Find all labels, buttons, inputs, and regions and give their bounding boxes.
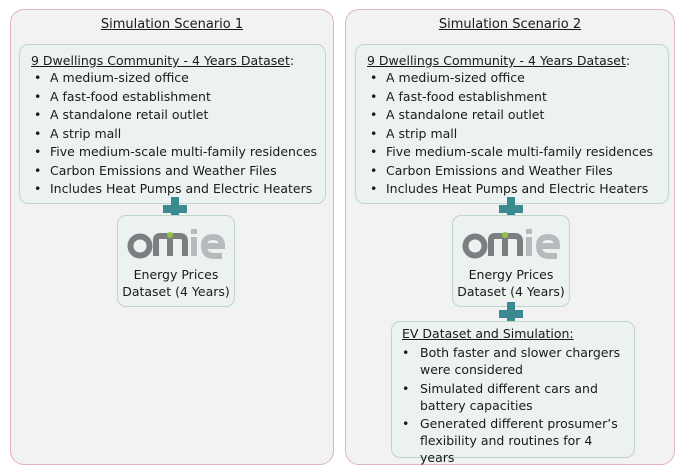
dwellings-box-title: 9 Dwellings Community - 4 Years Dataset: (31, 53, 295, 68)
list-item: • A strip mall (30, 125, 321, 144)
scenario-2-title: Simulation Scenario 2 (438, 17, 582, 32)
scenario-2-panel (345, 9, 675, 465)
energy-prices-label: Energy Prices Dataset (4 Years) (457, 267, 565, 299)
ev-list (398, 344, 630, 468)
energy-prices-label: Energy Prices Dataset (4 Years) (122, 267, 230, 299)
list-item: • Five medium-scale multi-family residences (30, 143, 321, 162)
dwellings-list (366, 69, 664, 199)
list-item: • A fast-food establishment (30, 88, 321, 107)
scenario-1-dwellings-box (19, 44, 326, 204)
list-item: • A strip mall (366, 125, 664, 144)
scenario-2-ev-box (391, 321, 635, 465)
omie-logo (453, 226, 569, 262)
list-item: • A fast-food establishment (366, 88, 664, 107)
list-item: • Five medium-scale multi-family residences (366, 143, 664, 162)
ev-box-title: EV Dataset and Simulation: (402, 326, 574, 341)
list-item: • A standalone retail outlet (366, 106, 664, 125)
list-item: • Carbon Emissions and Weather Files (366, 162, 664, 181)
dwellings-list (30, 69, 321, 199)
scenario-2-energy-prices-box (452, 215, 570, 307)
list-item: • Generated different prosumer’s flexibility and routines for 4 years (398, 415, 630, 466)
scenario-2-dwellings-box (355, 44, 669, 204)
scenario-1-panel (10, 9, 334, 465)
scenario-1-energy-prices-box (117, 215, 235, 307)
list-item: • Carbon Emissions and Weather Files (30, 162, 321, 181)
list-item: • A standalone retail outlet (30, 106, 321, 125)
list-item: • Includes Heat Pumps and Electric Heaters (366, 180, 664, 199)
list-item: • A medium-sized office (366, 69, 664, 88)
dwellings-box-title: 9 Dwellings Community - 4 Years Dataset: (367, 53, 631, 68)
scenario-1-title: Simulation Scenario 1 (100, 17, 244, 32)
list-item: • Simulated different cars and battery capacities (398, 380, 630, 414)
list-item: • Both faster and slower chargers were considered (398, 344, 630, 378)
omie-logo (118, 226, 234, 262)
list-item: • A medium-sized office (30, 69, 321, 88)
list-item: • Includes Heat Pumps and Electric Heaters (30, 180, 321, 199)
